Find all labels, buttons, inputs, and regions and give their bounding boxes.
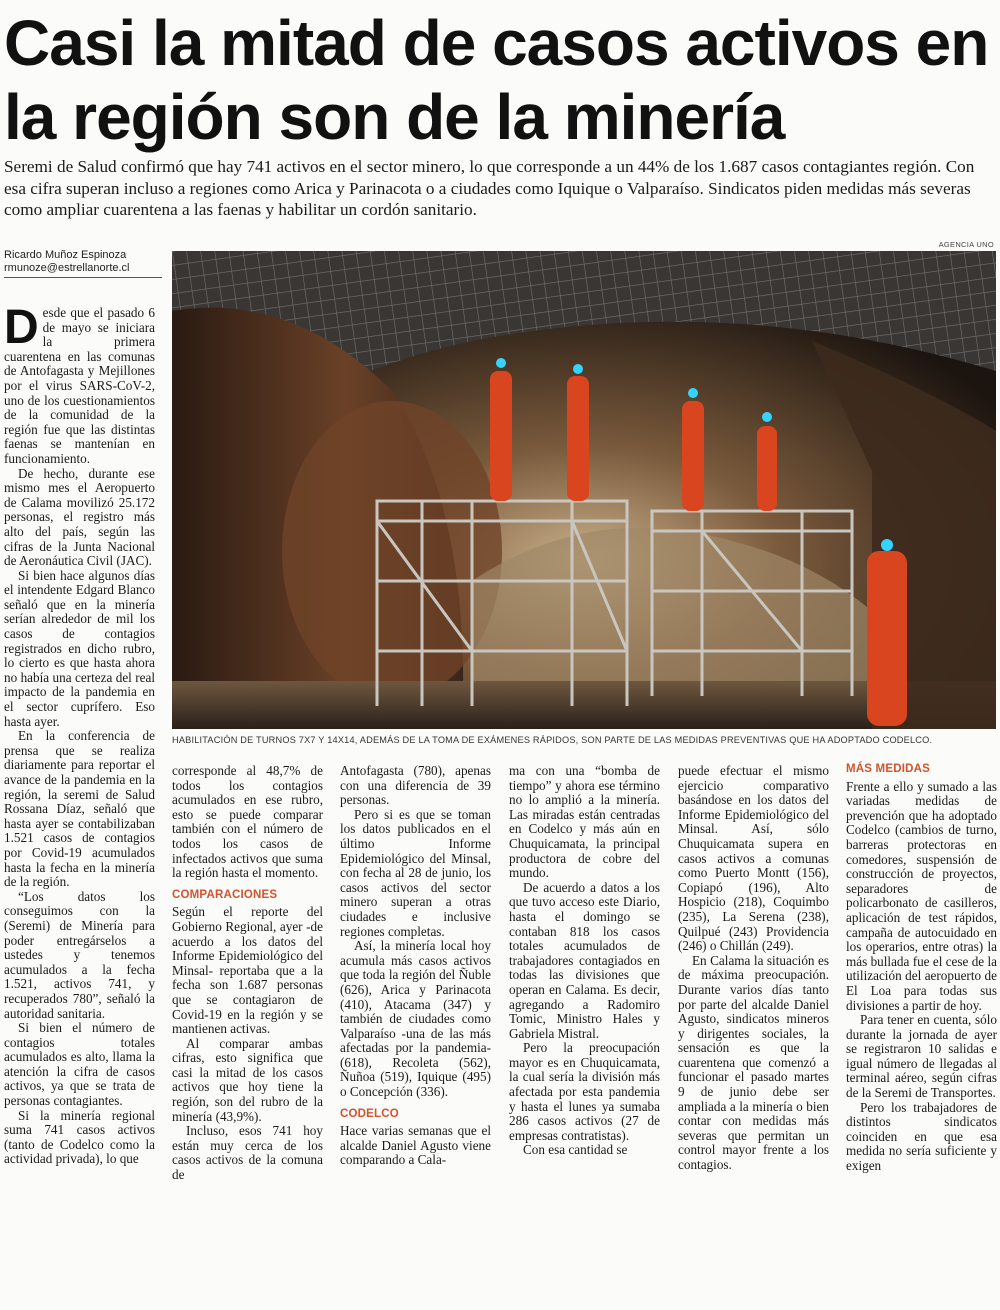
paragraph: Si la minería regional suma 741 casos activos (tanto de Codelco como la actividad privada), lo que (4, 1107, 155, 1167)
section-heading-comparaciones: COMPARACIONES (172, 888, 278, 901)
article-column-5 (678, 764, 829, 1173)
paragraph: Hace varias semanas que el alcalde Daniel Agusto viene comparando a Cala- (340, 1123, 491, 1168)
byline-email: rmunoze@estrellanorte.cl (4, 262, 130, 274)
paragraph: En Calama la situación es de máxima preocupación. Durante varios días tanto por parte del alcalde Daniel Agusto, sindicatos mineros y dirigentes sociales, la sensación es que la cuarentena que comenzó a funcionar el pasado martes 9 de junio debe ser ampliada a la minería o bien contar con medidas más severas que permitan un control mayor frente a los contagios. (678, 952, 829, 1173)
paragraph: esde que el pasado 6 de mayo se iniciara la primera cuarentena en las comunas de Antofagasta y Mejillones por el virus SARS-CoV-2, uno de los cuestionamientos de la comunidad de la región fue que las distintas faenas se mantenían en funcionamiento. (4, 305, 155, 466)
paragraph: ma con una “bomba de tiempo” y ahora ese término no lo amplió a la minería. Las miradas están centradas en Codelco y más aún en Chuquicamata, la principal productora de cobre del mundo. (509, 763, 660, 881)
article-column-3 (340, 764, 491, 1168)
paragraph: Pero los trabajadores de distintos sindicatos coinciden en que esa medida no sería suficiente y exigen (846, 1099, 997, 1174)
paragraph: De hecho, durante ese mismo mes el Aeropuerto de Calama movilizó 25.172 personas, el registro más alto del país, según las cifras de la Junta Nacional de Aeronáutica Civil (JAC). (4, 465, 155, 569)
article-column-2 (172, 764, 323, 1183)
mine-tunnel-photo (172, 251, 996, 729)
paragraph: Al comparar ambas cifras, esto significa que casi la mitad de los casos activos que hoy tiene la región, son del rubro de la minería (43,9%). (172, 1035, 323, 1124)
paragraph: Para tener en cuenta, sólo durante la jornada de ayer se registraron 10 salidas e igual número de llegadas al terminal aéreo, según cifras de la Seremi de Transportes. (846, 1012, 997, 1101)
photo-credit: AGENCIA UNO (938, 240, 994, 249)
paragraph: Con esa cantidad se (523, 1142, 628, 1158)
paragraph: puede efectuar el mismo ejercicio comparativo basándose en los datos del Informe Epidemiológico del Minsal. Así, sólo Chuquicamata supera en casos activos a comunas como Puerto Montt (156), Copiapó (196), Alto Hospicio (218), Coquimbo (235), La Serena (238), Quilpué (243) Providencia (246) o Chillán (249). (678, 763, 829, 954)
paragraph: Incluso, esos 741 hoy están muy cerca de los casos activos de la comuna de (172, 1123, 323, 1183)
byline-rule (4, 277, 162, 278)
section-heading-mas-medidas: MÁS MEDIDAS (846, 763, 930, 775)
deck-subtitle: Seremi de Salud confirmó que hay 741 activos en el sector minero, lo que corresponde a un 44% de los 1.687 casos contagiantes región. Con esa cifra superan incluso a regiones como Arica y Parinacota o a ciudades como Iquique o Valparaíso. Sindicatos piden medidas más severas como ampliar cuarentena a las faenas y habilitar un cordón sanitario. (4, 157, 975, 219)
byline-author: Ricardo Muñoz Espinoza (4, 249, 127, 261)
paragraph: Si bien el número de contagios totales acumulados es alto, llama la atención la cifra de casos activos, ya que se trata de personas contagiantes. (4, 1020, 155, 1109)
photo-caption: HABILITACIÓN DE TURNOS 7X7 Y 14X14, ADEMÁS DE LA TOMA DE EXÁMENES RÁPIDOS, SON PARTE DE LAS MEDIDAS PREVENTIVAS QUE HA ADOPTADO CODELCO. (172, 735, 933, 745)
paragraph: Frente a ello y sumado a las variadas medidas de prevención que ha adoptado Codelco (cambios de turno, barreras protectoras en comedores, suspensión de construcción de proyectos, separadores de policarbonato de casilleros, aplicación de test rápidos, campaña de autocuidado en los operarios, entre otras) la más bullada fue el cese de la utilización del aeropuerto de El Loa para todas sus divisiones a partir de hoy. (846, 778, 997, 1013)
paragraph: Así, la minería local hoy acumula más casos activos que toda la región del Ñuble (626), Arica y Parinacota (410), Atacama (347) y también de ciudades como Valparaíso -una de las más afectadas por la pandemia- (618), Recoleta (562), Ñuñoa (519), Iquique (495) o Concepción (336). (340, 938, 491, 1100)
paragraph: Si bien hace algunos días el intendente Edgard Blanco señaló que en la minería serían alrededor de mil los casos de contagios registrados en dicho rubro, lo cierto es que hasta ahora no había una certeza del real impacto de la pandemia en el sector cuprífero. Eso hasta ayer. (4, 567, 155, 729)
paragraph: Pero si es que se toman los datos publicados en el último Informe Epidemiológico del Minsal, con fecha al 28 de junio, los casos activos del sector minero superan a otras ciudades e inclusive regiones completas. (340, 806, 491, 939)
article-column-4 (509, 764, 660, 1158)
paragraph: Pero la preocupación mayor es en Chuquicamata, la cual sería la división más afectada por esta pandemia y hasta el lunes ya sumaba 286 casos activos (27 de empresas contratistas). (509, 1040, 660, 1143)
paragraph: De acuerdo a datos a los que tuvo acceso este Diario, hasta el domingo se contaban 818 los casos totales acumulados de trabajadores contagiados en todas las divisiones que operan en Calama. Es decir, agregando a Radomiro Tomic, Ministro Hales y Gabriela Mistral. (509, 879, 660, 1041)
headline: Casi la mitad de casos activos en la región son de la minería (4, 7, 989, 153)
paragraph: “Los datos los conseguimos con la (Seremi) de Minería para poder entregárselos a ustedes y tenemos acumulados a la fecha 1.521, activos 741, y recuperados 780”, señaló la autoridad sanitaria. (4, 888, 155, 1021)
article-column-1 (4, 301, 155, 1167)
section-heading-codelco: CODELCO (340, 1107, 399, 1120)
paragraph: En la conferencia de prensa que se realiza diariamente para reportar el avance de la pandemia en la región, la seremi de Salud Rossana Díaz, señaló que hasta ayer se contabilizaban 1.521 casos de contagios por Covid-19 acumulados hasta la fecha en la minería de la región. (4, 728, 155, 890)
paragraph: corresponde al 48,7% de todos los contagios acumulados en ese rubro, esto se puede comparar también con el número de todos los casos de infectados activos que suma la región hasta el momento. (172, 763, 323, 881)
paragraph: Antofagasta (780), apenas con una diferencia de 39 personas. (340, 763, 491, 808)
paragraph: Según el reporte del Gobierno Regional, ayer -de acuerdo a los datos del Informe Epidemiológico del Minsal- reportaba que a la fecha son 1.687 personas que se contagiaron de Covid-19 en la región y se mantienen activas. (172, 904, 323, 1037)
drop-cap: D (4, 301, 39, 354)
article-column-6 (846, 762, 997, 1174)
